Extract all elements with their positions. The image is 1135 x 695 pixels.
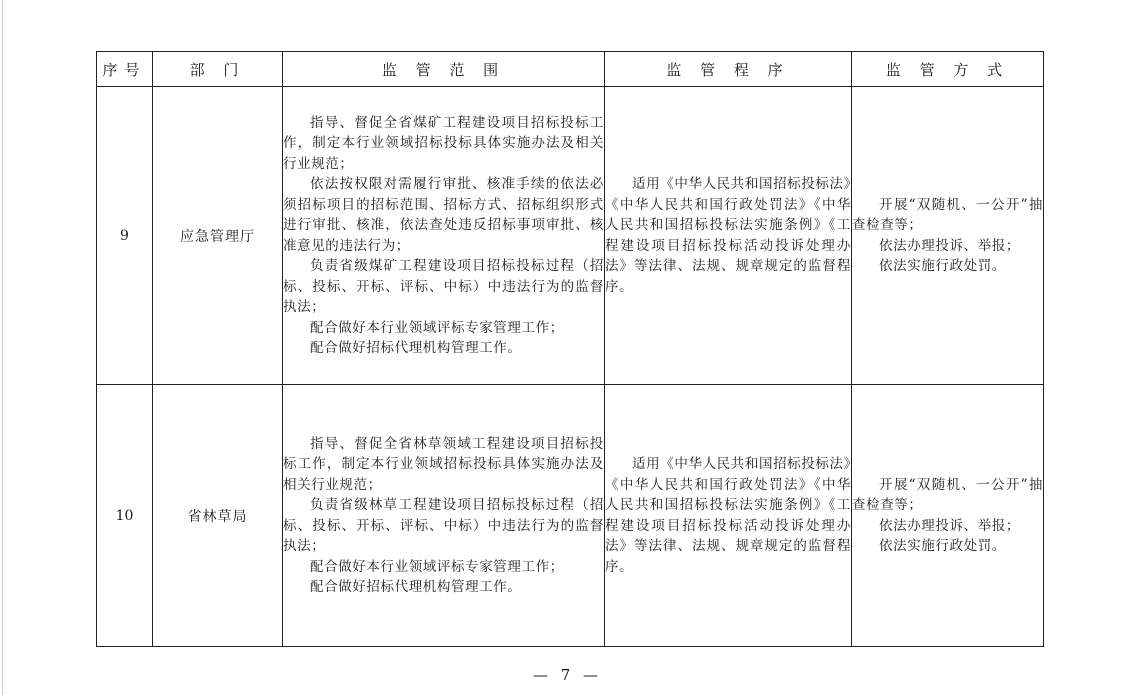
scope-paragraph: 指导、督促全省煤矿工程建设项目招标投标工作，制定本行业领域招标投标具体实施办法及相关行业规范； [283,114,604,172]
row-seq: 9 [97,87,153,385]
method-paragraph: 依法办理投诉、举报； [879,517,1020,534]
row-dept: 省林草局 [153,385,283,647]
row-procedure [605,87,852,385]
scope-paragraph: 配合做好招标代理机构管理工作。 [310,579,522,595]
header-method: 监 管 方 式 [852,52,1044,87]
scope-paragraph: 配合做好招标代理机构管理工作。 [310,340,522,356]
row-seq: 10 [97,385,153,647]
table-row [97,87,1044,385]
table-header-row [97,52,1044,87]
scope-paragraph: 负责省级林草工程建设项目招标投标过程（招标、投标、开标、评标、中标）中违法行为的监督执法； [283,497,604,554]
scope-paragraph: 配合做好本行业领域评标专家管理工作； [310,558,564,575]
procedure-paragraph: 适用《中华人民共和国招标投标法》《中华人民共和国行政处罚法》《中华人民共和国招标投标法实施条例》《工程建设项目招标投标活动投诉处理办法》等法律、法规、规章规定的监督程序。 [605,456,851,575]
method-paragraph: 依法实施行政处罚。 [879,258,1006,274]
header-procedure: 监 管 程 序 [605,52,852,87]
scope-paragraph: 依法按权限对需履行审批、核准手续的依法必须招标项目的招标范围、招标方式、招标组织形式进行审批、核准，依法查处违反招标事项审批、核准意见的违法行为； [283,176,604,254]
row-scope [283,385,605,647]
header-dept: 部 门 [153,52,283,87]
header-scope: 监 管 范 围 [283,52,605,87]
method-paragraph: 开展“双随机、一公开”抽查检查等； [852,196,1043,233]
scope-paragraph: 配合做好本行业领域评标专家管理工作； [310,319,564,336]
method-paragraph: 开展“双随机、一公开”抽查检查等； [852,476,1043,513]
page-edge-line [2,0,3,695]
method-paragraph: 依法办理投诉、举报； [879,237,1020,254]
header-seq: 序号 [97,52,153,87]
row-method [852,87,1044,385]
supervision-table [96,51,1044,647]
method-paragraph: 依法实施行政处罚。 [879,538,1006,554]
row-procedure [605,385,852,647]
scope-paragraph: 指导、督促全省林草领域工程建设项目招标投标工作，制定本行业领域招标投标具体实施办法及相关行业规范； [283,435,604,493]
page-number: — 7 — [532,666,603,684]
row-method [852,385,1044,647]
table-row [97,385,1044,647]
scope-paragraph: 负责省级煤矿工程建设项目招标投标过程（招标、投标、开标、评标、中标）中违法行为的监督执法； [283,258,604,315]
procedure-paragraph: 适用《中华人民共和国招标投标法》《中华人民共和国行政处罚法》《中华人民共和国招标投标法实施条例》《工程建设项目招标投标活动投诉处理办法》等法律、法规、规章规定的监督程序。 [605,176,851,295]
row-scope [283,87,605,385]
row-dept: 应急管理厅 [153,87,283,385]
